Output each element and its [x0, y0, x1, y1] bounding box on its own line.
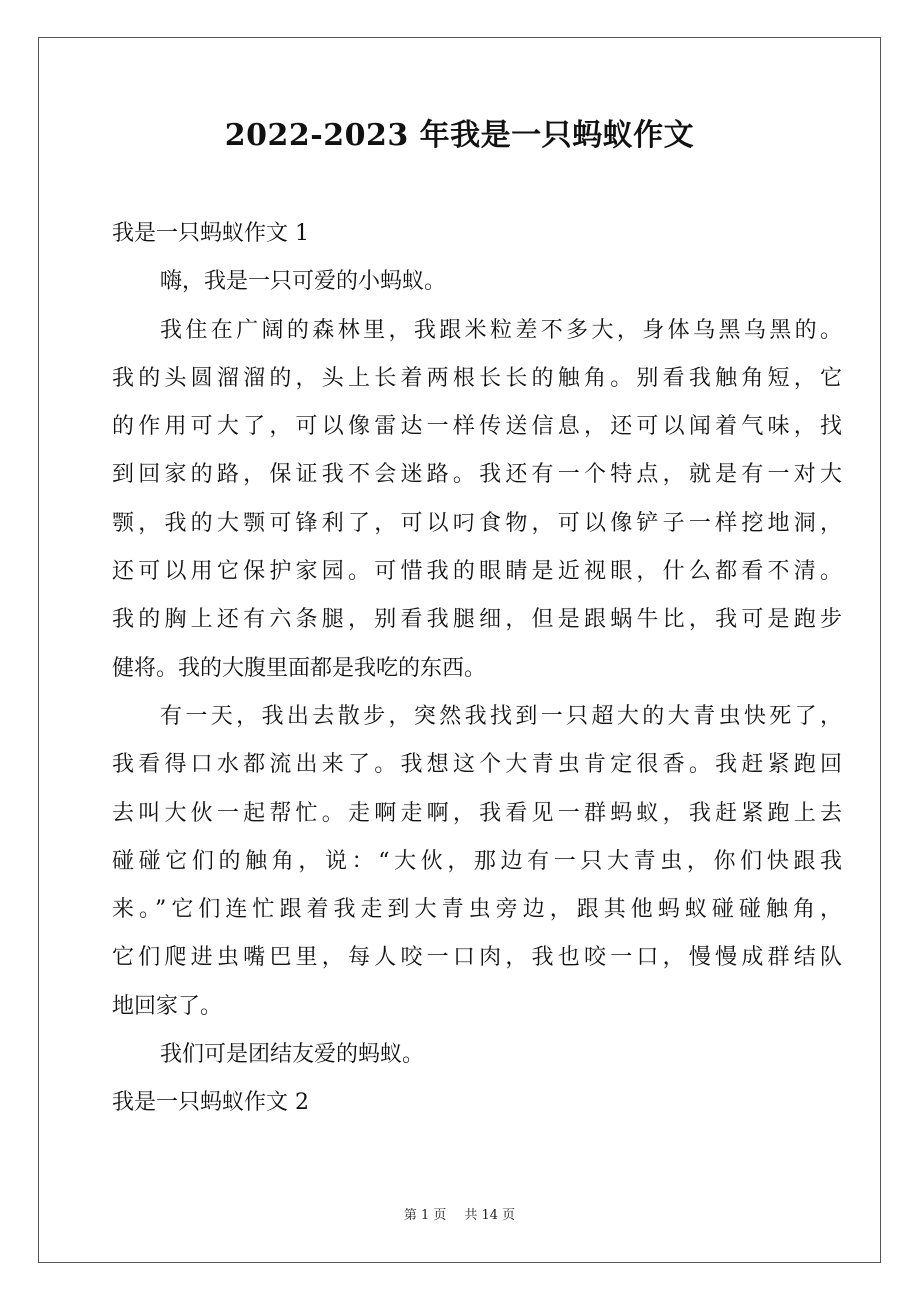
paragraph-line: 它们爬进虫嘴巴里，每人咬一口肉，我也咬一口，慢慢成群结队 [112, 945, 842, 971]
paragraph-line: 我看得口水都流出来了。我想这个大青虫肯定很香。我赶紧跑回 [112, 752, 842, 778]
paragraph-line: 我们可是团结友爱的蚂蚁。 [160, 1042, 425, 1068]
paragraph-line: 我住在广阔的森林里，我跟米粒差不多大，身体乌黑乌黑的。 [160, 317, 842, 343]
document-title: 2022-2023 年我是一只蚂蚁作文 [224, 118, 695, 153]
paragraph-line: 的作用可大了，可以像雷达一样传送信息，还可以闻着气味，找 [112, 414, 842, 440]
paragraph-line: 来。”它们连忙跟着我走到大青虫旁边，跟其他蚂蚁碰碰触角， [112, 897, 842, 923]
section-heading-2: 我是一只蚂蚁作文 2 [112, 1090, 309, 1116]
paragraph-line: 到回家的路，保证我不会迷路。我还有一个特点，就是有一对大 [112, 462, 842, 488]
paragraph-line: 嗨，我是一只可爱的小蚂蚁。 [160, 269, 447, 295]
paragraph-line: 去叫大伙一起帮忙。走啊走啊，我看见一群蚂蚁，我赶紧跑上去 [112, 800, 842, 826]
paragraph-line: 碰碰它们的触角，说：“大伙，那边有一只大青虫，你们快跟我 [112, 848, 842, 874]
paragraph-line: 健将。我的大腹里面都是我吃的东西。 [112, 655, 487, 681]
paragraph-line: 颚，我的大颚可锋利了，可以叼食物，可以像铲子一样挖地洞， [112, 510, 842, 536]
paragraph-line: 我的头圆溜溜的，头上长着两根长长的触角。别看我触角短，它 [112, 365, 842, 391]
page-total: 共 14 页 [464, 1208, 516, 1223]
paragraph-line: 还可以用它保护家园。可惜我的眼睛是近视眼，什么都看不清。 [112, 559, 842, 585]
paragraph-line: 有一天，我出去散步，突然我找到一只超大的大青虫快死了， [160, 703, 842, 729]
page-number: 第 1 页 [403, 1208, 447, 1223]
paragraph-line: 地回家了。 [112, 993, 223, 1019]
section-heading-1: 我是一只蚂蚁作文 1 [112, 221, 309, 246]
paragraph-line: 我的胸上还有六条腿，别看我腿细，但是跟蜗牛比，我可是跑步 [112, 607, 842, 633]
page-footer [38, 1206, 881, 1226]
document-body [112, 210, 842, 1128]
